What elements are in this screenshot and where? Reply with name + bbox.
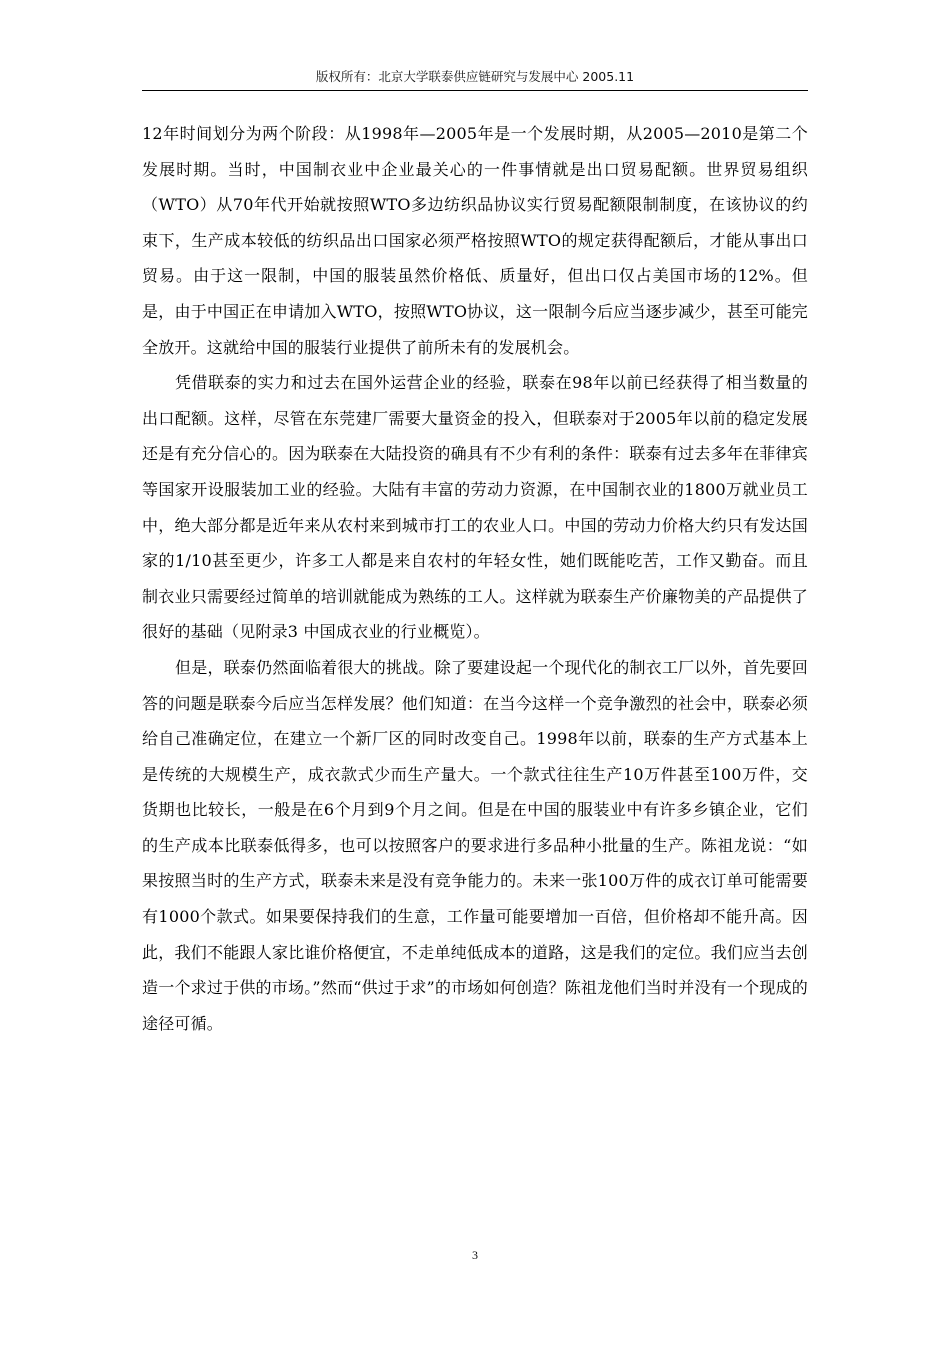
- body-text: [142, 116, 808, 1041]
- paragraph-3: 但是，联泰仍然面临着很大的挑战。除了要建设起一个现代化的制衣工厂以外，首先要回答的问题是联泰今后应当怎样发展？他们知道：在当今这样一个竞争激烈的社会中，联泰必须给自己准确定位，在建立一个新厂区的同时改变自己。1998年以前，联泰的生产方式基本上是传统的大规模生产，成衣款式少而生产量大。一个款式往往生产10万件甚至100万件，交货期也比较长，一般是在6个月到9个月之间。但是在中国的服装业中有许多乡镇企业，它们的生产成本比联泰低得多，也可以按照客户的要求进行多品种小批量的生产。陈祖龙说：“如果按照当时的生产方式，联泰未来是没有竞争能力的。未来一张100万件的成衣订单可能需要有1000个款式。如果要保持我们的生意，工作量可能要增加一百倍，但价格却不能升高。因此，我们不能跟人家比谁价格便宜，不走单纯低成本的道路，这是我们的定位。我们应当去创造一个求过于供的市场。”然而“供过于求”的市场如何创造？陈祖龙他们当时并没有一个现成的途径可循。: [142, 657, 808, 1033]
- header-rule: [142, 90, 808, 91]
- page-number: 3: [472, 1248, 478, 1262]
- paragraph-2: 凭借联泰的实力和过去在国外运营企业的经验，联泰在98年以前已经获得了相当数量的出口配额。这样，尽管在东莞建厂需要大量资金的投入，但联泰对于2005年以前的稳定发展还是有充分信心的。因为联泰在大陆投资的确具有不少有利的条件：联泰有过去多年在菲律宾等国家开设服装加工业的经验。大陆有丰富的劳动力资源，在中国制衣业的1800万就业员工中，绝大部分都是近年来从农村来到城市打工的农业人口。中国的劳动力价格大约只有发达国家的1/10甚至更少，许多工人都是来自农村的年轻女性，她们既能吃苦，工作又勤奋。而且制衣业只需要经过简单的培训就能成为熟练的工人。这样就为联泰生产价廉物美的产品提供了很好的基础（见附录3 中国成衣业的行业概览）。: [142, 373, 808, 642]
- paragraph-1: 12年时间划分为两个阶段：从1998年—2005年是一个发展时期，从2005—2010是第二个发展时期。当时，中国制衣业中企业最关心的一件事情就是出口贸易配额。世界贸易组织（WTO）从70年代开始就按照WTO多边纺织品协议实行贸易配额限制制度，在该协议的约束下，生产成本较低的纺织品出口国家必须严格按照WTO的规定获得配额后，才能从事出口贸易。由于这一限制，中国的服装虽然价格低、质量好，但出口仅占美国市场的12%。但是，由于中国正在申请加入WTO，按照WTO协议，这一限制今后应当逐步减少，甚至可能完全放开。这就给中国的服装行业提供了前所未有的发展机会。: [142, 124, 808, 357]
- running-header: 版权所有：北京大学联泰供应链研究与发展中心 2005.11: [315, 69, 635, 84]
